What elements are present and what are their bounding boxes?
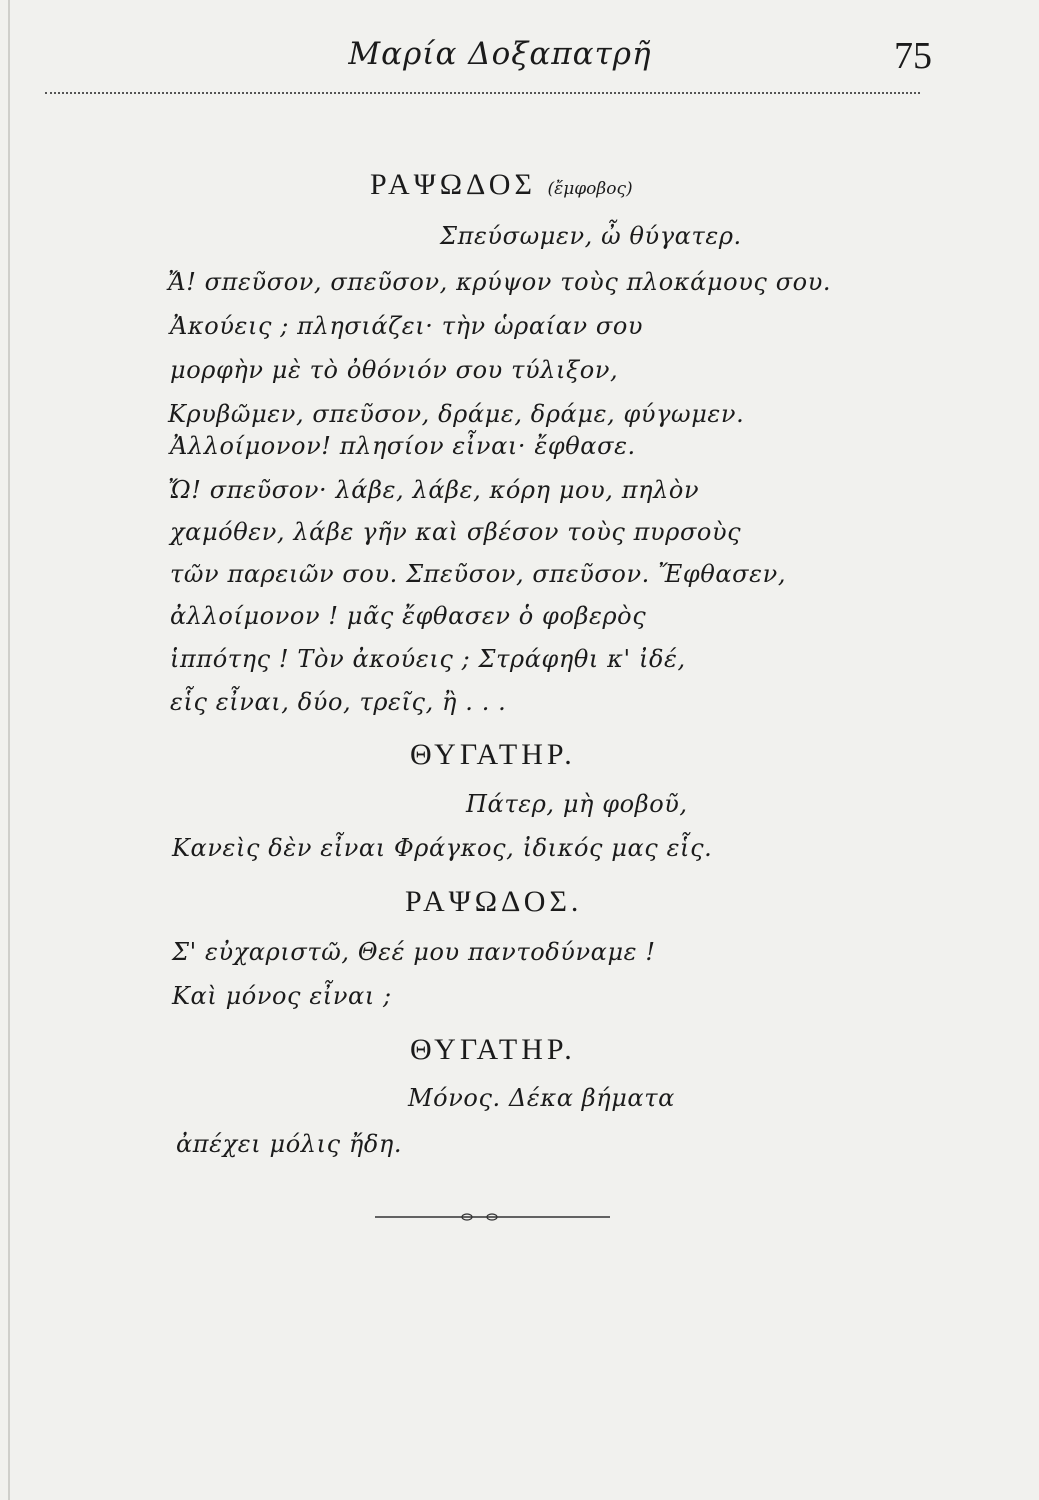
verse-line: ἀπέχει μόλις ἤδη. — [176, 1130, 403, 1158]
verse-line: τῶν παρειῶν σου. Σπεῦσον, σπεῦσον. Ἔφθασεν, — [170, 560, 787, 588]
speaker-name-daughter: ΘΥΓΑΤΗΡ. — [410, 738, 576, 771]
stage-direction: (ἔμφοβος) — [547, 179, 633, 199]
page-edge — [8, 0, 10, 1500]
verse-line: Κρυβῶμεν, σπεῦσον, δράμε, δράμε, φύγωμεν. — [168, 400, 745, 428]
verse-line: Πάτερ, μὴ φοβοῦ, — [466, 790, 688, 818]
verse-line: χαμόθεν, λάβε γῆν καὶ σβέσον τοὺς πυρσοὺς — [170, 518, 742, 546]
verse-line: εἷς εἶναι, δύο, τρεῖς, ἢ . . . — [170, 688, 507, 716]
verse-line: μορφὴν μὲ τὸ ὀθόνιόν σου τύλιξον, — [170, 356, 619, 384]
running-header-title: Μαρία Δοξαπατρῆ — [348, 36, 652, 72]
verse-line: Ἀκούεις ; πλησιάζει· τὴν ὡραίαν σου — [170, 312, 644, 340]
page-number: 75 — [894, 35, 932, 77]
verse-line: Ἄ! σπεῦσον, σπεῦσον, κρύψον τοὺς πλοκάμους σου. — [168, 268, 832, 296]
verse-line: ἱππότης ! Τὸν ἀκούεις ; Στράφηθι κ' ἰδέ, — [170, 645, 686, 673]
end-ornament — [375, 1212, 610, 1222]
verse-line: Σπεύσωμεν, ὦ θύγατερ. — [440, 222, 742, 250]
speaker-name-rhapsode: ΡΑΨΩΔΟΣ. — [405, 885, 583, 918]
speaker-name-daughter: ΘΥΓΑΤΗΡ. — [410, 1033, 576, 1066]
verse-line: Σ' εὐχαριστῶ, Θεέ μου παντοδύναμε ! — [172, 938, 656, 966]
speaker-name-rhapsode — [370, 168, 633, 202]
verse-line: Μόνος. Δέκα βήματα — [408, 1084, 675, 1112]
verse-line: Κανεὶς δὲν εἶναι Φράγκος, ἰδικός μας εἷς. — [172, 834, 713, 862]
verse-line: Ἀλλοίμονον! πλησίον εἶναι· ἔφθασε. — [170, 432, 636, 460]
verse-line: ἀλλοίμονον ! μᾶς ἔφθασεν ὁ φοβερὸς — [170, 602, 647, 630]
verse-line: Καὶ μόνος εἶναι ; — [172, 982, 392, 1010]
verse-line: Ὤ! σπεῦσον· λάβε, λάβε, κόρη μου, πηλὸν — [168, 476, 700, 504]
speaker-label: ΡΑΨΩΔΟΣ — [370, 168, 536, 201]
header-rule — [45, 92, 920, 94]
